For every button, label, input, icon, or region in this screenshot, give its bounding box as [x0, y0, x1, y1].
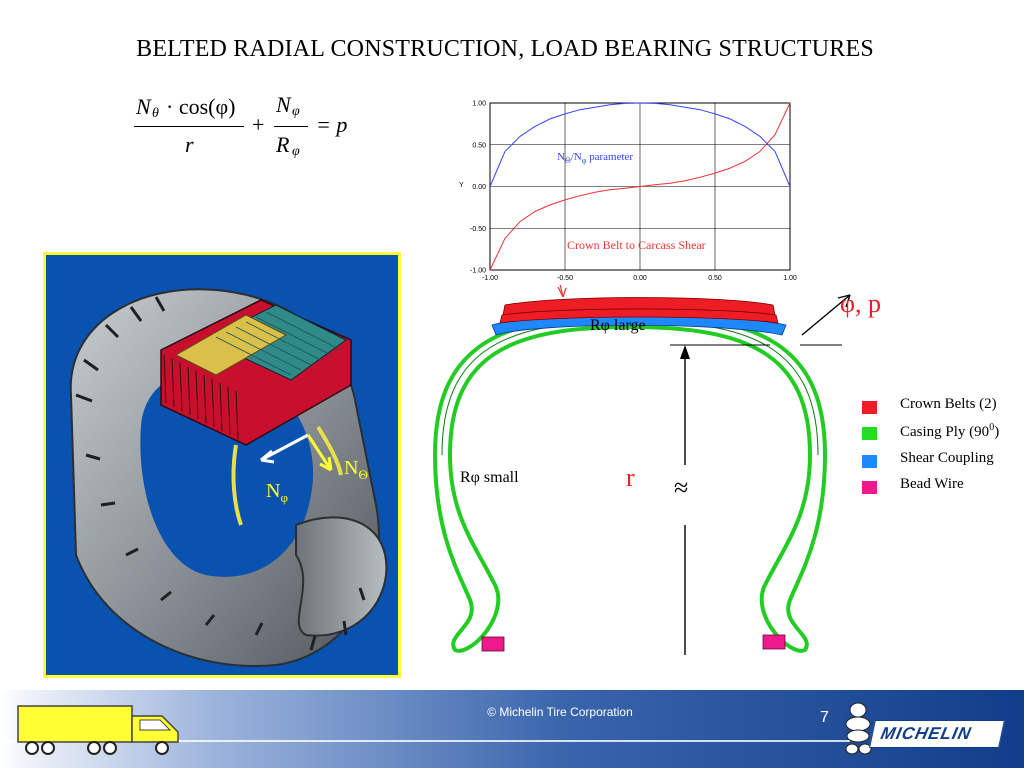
approx-symbol: ≈	[674, 473, 689, 502]
fraction-bar-left	[134, 126, 244, 127]
y-tick-label: 0.50	[472, 142, 486, 150]
truck-icon	[12, 694, 192, 760]
y-tick-label: 1.00	[472, 100, 486, 108]
formula-r: r	[185, 132, 194, 157]
tire-cross-section	[430, 285, 882, 665]
x-tick-label: 1.00	[783, 275, 797, 282]
legend-item-casing-ply	[858, 422, 1024, 444]
material-legend	[858, 390, 1024, 510]
bead-wire-left	[482, 637, 504, 651]
michelin-logo	[869, 720, 1005, 748]
brand-text: MICHELIN	[879, 724, 974, 743]
page-number: 7	[820, 709, 829, 726]
formula-phi-sub: φ	[292, 104, 300, 119]
formula-plus: +	[252, 112, 265, 137]
formula-theta-sub: θ	[152, 106, 159, 121]
y-tick-label: -0.50	[470, 225, 486, 233]
x-tick-label: 0.50	[708, 275, 722, 282]
phi-p-label: φ, p	[840, 289, 882, 318]
bead-wire-right	[763, 635, 785, 649]
legend-swatch-red	[862, 401, 877, 414]
legend-item-bead-wire	[858, 476, 1024, 498]
formula-n-theta: N	[136, 94, 151, 119]
crown-pointer-line	[548, 285, 563, 297]
n-theta-label: $N_\Theta$	[344, 457, 368, 482]
membrane-equation	[130, 92, 370, 172]
r-phi-small-label: Rφ small	[460, 469, 519, 486]
n-phi-label: $N_\varphi$	[266, 480, 288, 505]
formula-r-phi-sub: φ	[292, 144, 300, 159]
tire-cutaway-image	[43, 252, 401, 678]
legend-label: Crown Belts (2)	[900, 396, 997, 412]
formula-equals-p: = p	[316, 112, 348, 137]
formula-cos: · cos(φ)	[166, 94, 236, 119]
blue-series-label: $N_\Theta/N_\varphi$ parameter	[557, 151, 634, 166]
formula-n-phi: N	[276, 92, 291, 117]
formula-r-phi: R	[276, 132, 290, 157]
legend-swatch-green	[862, 427, 877, 440]
legend-item-shear-coupling	[858, 450, 1024, 472]
slide-title: BELTED RADIAL CONSTRUCTION, LOAD BEARING STRUCTURES	[136, 36, 874, 62]
red-series-label: Crown Belt to Carcass Shear	[567, 238, 706, 252]
fraction-bar-right	[274, 126, 308, 127]
x-tick-label: -0.50	[557, 275, 573, 282]
y-axis-label: Y	[459, 182, 464, 189]
legend-label: Casing Ply $(90^0)$	[900, 422, 1000, 440]
x-tick-label: 0.00	[633, 275, 647, 282]
x-tick-label: -1.00	[482, 275, 498, 282]
legend-item-crown-belts	[858, 396, 1024, 418]
copyright-text: © Michelin Tire Corporation	[487, 705, 633, 719]
y-tick-label: -1.00	[470, 267, 486, 275]
radius-r-label: r	[626, 463, 635, 492]
parameter-chart-svg	[455, 95, 815, 290]
y-tick-label: 0.00	[472, 184, 486, 191]
legend-swatch-magenta	[862, 481, 877, 494]
parameter-chart	[455, 95, 815, 290]
r-phi-large-label: Rφ large	[590, 317, 646, 334]
radius-arrowhead	[680, 345, 690, 359]
legend-label: Shear Coupling	[900, 450, 994, 466]
legend-label: Bead Wire	[900, 476, 964, 492]
legend-swatch-blue	[862, 455, 877, 468]
